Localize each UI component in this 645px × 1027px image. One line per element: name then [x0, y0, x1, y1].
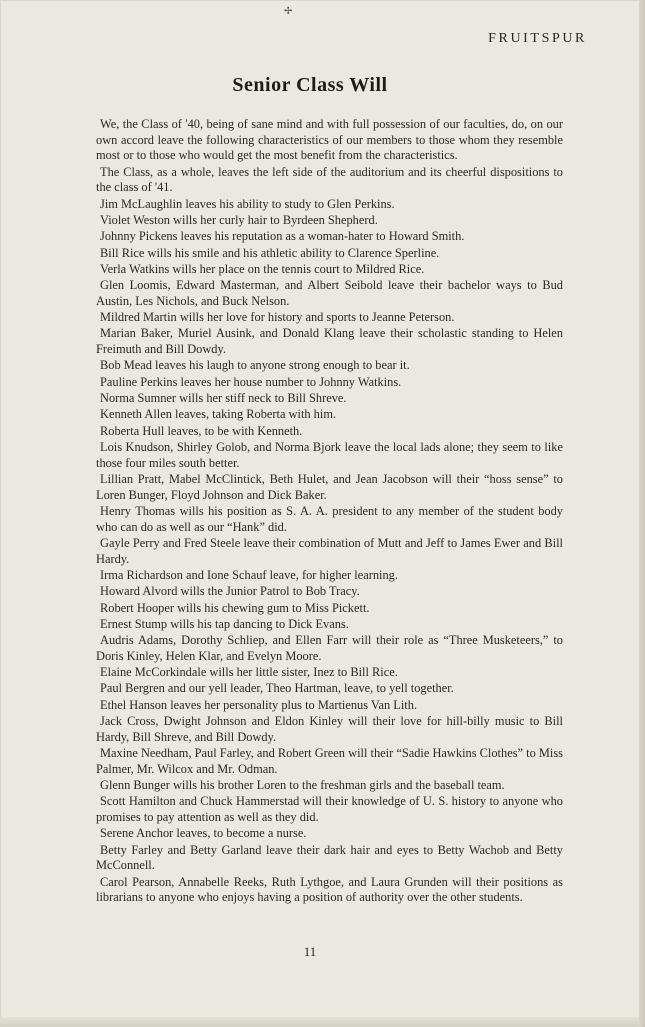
paragraph: Maxine Needham, Paul Farley, and Robert Green will their “Sadie Hawkins Clothes” to Miss Palmer, Mr. Wilcox and Mr. Odman.: [96, 746, 563, 776]
paragraph: Ethel Hanson leaves her personality plus to Martienus Van Lith.: [100, 697, 418, 712]
paragraph: Lillian Pratt, Mabel McClintick, Beth Hulet, and Jean Jacobson will their “hoss sense” to Loren Bunger, Floyd Johnson and Dick Baker.: [96, 471, 563, 502]
page-title: Senior Class Will: [232, 74, 388, 96]
paragraph: Marian Baker, Muriel Ausink, and Donald Klang leave their scholastic standing to Helen Freimuth and Bill Dowdy.: [96, 326, 563, 357]
paragraph: Glen Loomis, Edward Masterman, and Albert Seibold leave their bachelor ways to Bud Austin, Les Nichols, and Buck Nelson.: [96, 278, 563, 308]
paragraph: Mildred Martin wills her love for history and sports to Jeanne Peterson.: [100, 310, 455, 325]
paragraph: Norma Sumner wills her stiff neck to Bill Shreve.: [100, 391, 347, 406]
paragraph: Johnny Pickens leaves his reputation as a woman-hater to Howard Smith.: [100, 229, 465, 244]
paragraph: Bill Rice wills his smile and his athletic ability to Clarence Sperline.: [100, 245, 440, 260]
paragraph: Jack Cross, Dwight Johnson and Eldon Kinley will their love for hill-billy music to Bill Hardy, Bill Shreve, and Bill Dowdy.: [96, 714, 563, 744]
paragraph: Elaine McCorkindale wills her little sister, Inez to Bill Rice.: [100, 665, 398, 680]
paragraph: Henry Thomas wills his position as S. A. A. president to any member of the student body who can do as well as our “Hank” did.: [96, 503, 563, 534]
paragraph: Carol Pearson, Annabelle Reeks, Ruth Lythgoe, and Laura Grunden will their positions as librarians to anyone who enjoys having a position of authority over the other students.: [96, 874, 563, 905]
paragraph: Gayle Perry and Fred Steele leave their combination of Mutt and Jeff to James Ewer and Bill Hardy.: [96, 535, 563, 566]
article-body: [96, 117, 563, 907]
paragraph: Audris Adams, Dorothy Schliep, and Ellen Farr will their role as “Three Musketeers,” to Doris Kinley, Helen Klar, and Evelyn Moore.: [96, 633, 563, 663]
paragraph: Scott Hamilton and Chuck Hammerstad will their knowledge of U. S. history to anyone who promises to pay attention as well as they did.: [96, 794, 563, 825]
paragraph: Lois Knudson, Shirley Golob, and Norma Bjork leave the local lads alone; they seem to like those four miles south better.: [96, 439, 563, 470]
paragraph: The Class, as a whole, leaves the left side of the auditorium and its cheerful dispositions to the class of '41.: [96, 164, 563, 195]
paragraph: Bob Mead leaves his laugh to anyone strong enough to bear it.: [100, 358, 410, 373]
running-header: FRUITSPUR: [488, 31, 587, 46]
paragraph: Verla Watkins wills her place on the tennis court to Mildred Rice.: [100, 261, 425, 276]
paragraph: Robert Hooper wills his chewing gum to Miss Pickett.: [100, 600, 370, 615]
paragraph: Ernest Stump wills his tap dancing to Dick Evans.: [100, 616, 349, 631]
page-number: 11: [303, 944, 317, 959]
paragraph: Irma Richardson and Ione Schauf leave, for higher learning.: [100, 567, 398, 582]
paragraph: Betty Farley and Betty Garland leave their dark hair and eyes to Betty Wachob and Betty McConnell.: [96, 842, 563, 873]
paragraph: Pauline Perkins leaves her house number to Johnny Watkins.: [100, 374, 402, 389]
paragraph: Roberta Hull leaves, to be with Kenneth.: [100, 423, 303, 438]
paragraph: Jim McLaughlin leaves his ability to study to Glen Perkins.: [100, 196, 395, 211]
paragraph: Kenneth Allen leaves, taking Roberta with him.: [100, 407, 337, 422]
print-mark: ✢: [284, 6, 293, 17]
paragraph: Serene Anchor leaves, to become a nurse.: [100, 826, 307, 841]
paragraph: Paul Bergren and our yell leader, Theo Hartman, leave, to yell together.: [100, 681, 454, 696]
paragraph: Violet Weston wills her curly hair to Byrdeen Shepherd.: [100, 213, 378, 227]
paragraph: Howard Alvord wills the Junior Patrol to Bob Tracy.: [100, 584, 360, 599]
paragraph: Glenn Bunger wills his brother Loren to the freshman girls and the baseball team.: [100, 778, 505, 793]
paragraph: We, the Class of '40, being of sane mind and with full possession of our faculties, do, on our own accord leave the following characteristics of our members to those whom they resemble most or to those who would get the most benefit from the characteristics.: [96, 117, 563, 163]
